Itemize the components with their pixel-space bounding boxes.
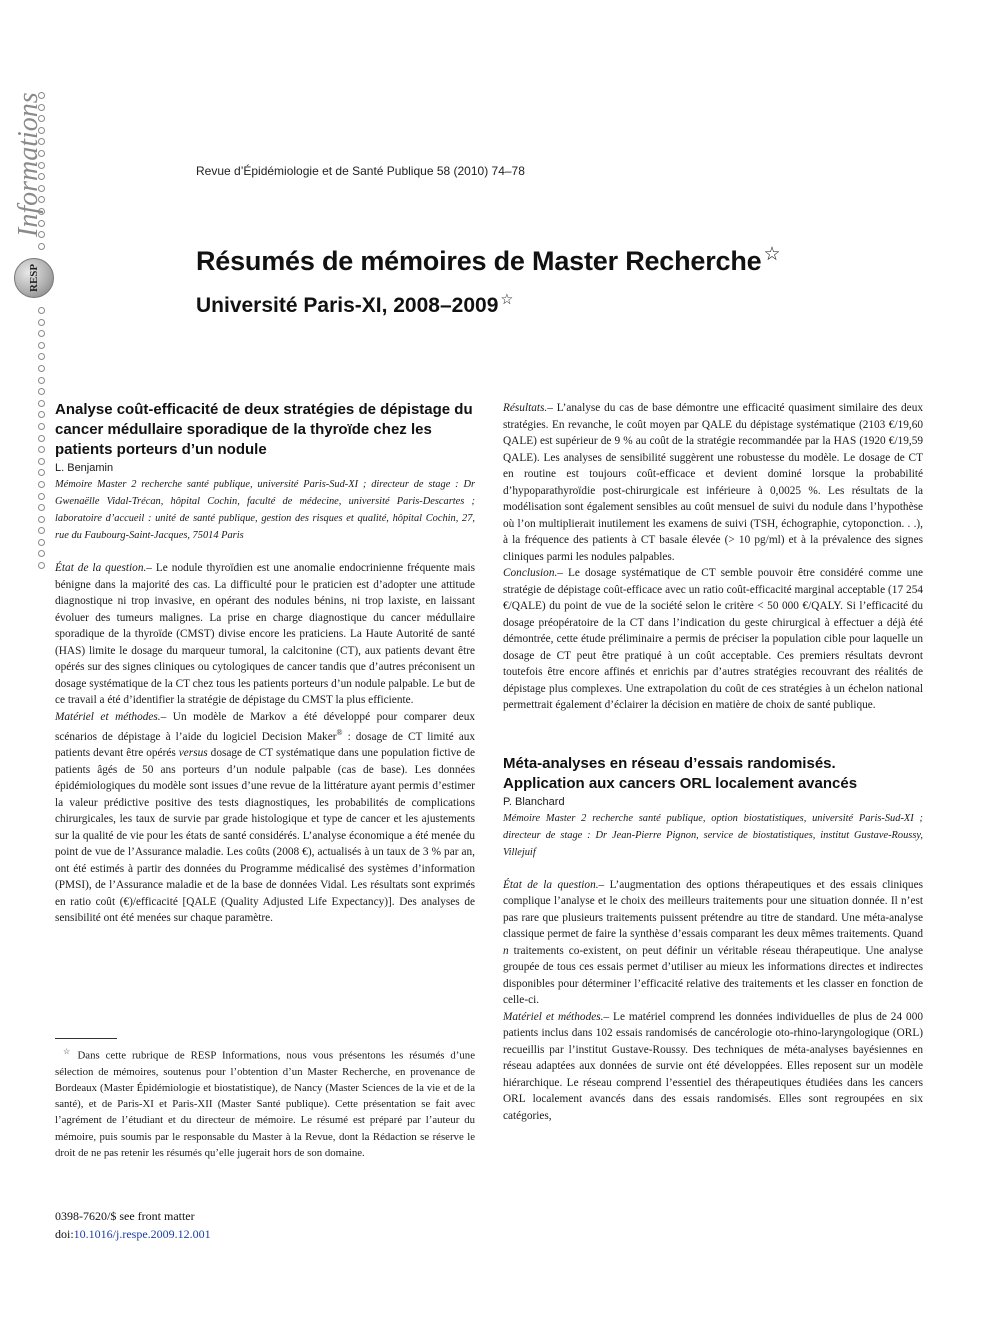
article-title-line: Méta-analyses en réseau d’essais randomisés. [503,754,836,772]
decorative-dot-column [38,92,47,254]
decorative-dot [38,115,45,122]
decorative-dot [38,173,45,180]
section-label: Matériel et méthodes.– [503,1010,610,1023]
section-text: Le dosage systématique de CT semble pouvoir être considéré comme une stratégie de dépistage coût-efficace avec un ratio coût-efficacité marginal acceptable (17 254 €/QALE) du point de vue de la société selon le critère < 50 000 €/QALY. Si l’efficacité du dosage préopératoire de la CT dans l’indication du geste chirurgical à effectuer a déjà été démontrée, cette étude préliminaire a permis de préciser la population cible pour laquelle un dosage de CT peut être pratiqué à un coût acceptable. Ces premiers résultats devront toutefois être encore affinés et enrichis par d’autres stratégies recouvrant des réalités de dépistage plus complexes. Une extrapolation du coût de ces stratégies à un échelon national permettrait également d’éclairer la décision en matière de choix de santé publique. [503,567,923,711]
page-subtitle-text: Université Paris-XI, 2008–2009 [196,294,499,317]
decorative-dot [38,562,45,569]
decorative-dot [38,150,45,157]
decorative-dot [38,243,45,250]
section-label: État de la question.– [55,562,152,574]
decorative-dot [38,353,45,360]
section-text: traitements co-existent, on peut définir un véritable réseau thérapeutique. Une analyse groupée de tous ces essais permet d’utiliser au mieux les informations directes et indirectes disponibles pour déterminer l’efficacité relative des traitements et les classer en fonction de celle-ci. [503,944,923,1006]
decorative-dot [38,504,45,511]
decorative-dot [38,185,45,192]
page-title-text: Résumés de mémoires de Master Recherche [196,246,762,276]
informations-side-label: Informations [13,92,44,237]
footnote-text: Dans cette rubrique de RESP Informations, nous vous présentons les résumés d’une sélection de mémoires, soutenus pour l’obtention d’un Master Recherche, en provenance de Bordeaux (Master Épidémiologie et biostatistique), de Nancy (Master Sciences de la vie et de la santé), et de Paris-XI et Paris-XII (Master Santé publique). Cette présentation se fait avec l’agrément de l’étudiant et du directeur de mémoire. Le résumé est préparé par l’auteur du mémoire, puis soumis par le responsable du Master à la Revue, dont la Rédaction se réserve le droit de ne pas retenir les résumés qu’elle jugerait hors de son domaine. [55,1049,475,1159]
section-conclusion [503,565,923,714]
decorative-dot [38,307,45,314]
decorative-dot [38,104,45,111]
section-etat [55,560,475,709]
issn-line: 0398-7620/$ see front matter [55,1209,195,1223]
decorative-dot [38,493,45,500]
decorative-dot [38,365,45,372]
section-label: Conclusion.– [503,567,563,579]
section-text-italic: versus [178,747,208,760]
footnote-star-icon: ☆ [500,292,514,308]
decorative-dot [38,539,45,546]
section-text: Le nodule thyroïdien est une anomalie endocrinienne fréquente mais bénigne dans la majorité des cas. La difficulté pour le praticien est d’adopter une attitude diagnostique ni trop invasive, en opérant des nodules bénins, ni trop laxiste, en laissant évoluer des tumeurs malignes. La prise en charge diagnostique du cancer médullaire sporadique de la thyroïde (CMST) divise encore les praticiens. La Haute Autorité de santé (HAS) limite le dosage du marqueur tumoral, la calcitonine (CT), aux patients devant être opérés sur des signes cliniques ou cytologiques de cancer tandis que d’autres préconisent un dosage systématique de la CT chez tous les patients porteurs d’un nodule palpable. Le but de ce travail a été d’identifier la stratégie de dépistage du CMST la plus efficiente. [55,562,475,706]
article-title: Analyse coût-efficacité de deux stratégies de dépistage du cancer médullaire sporadique de la thyroïde chez les patients porteurs d’un nodule [55,401,473,458]
article-title [503,754,923,794]
decorative-dot [38,411,45,418]
article-affiliation: Mémoire Master 2 recherche santé publique, université Paris-Sud-XI ; directeur de stage : Dr Gwenaëlle Vidal-Trécan, hôpital Cochin, faculté de médecine, université Paris-Descartes ; laboratoire d’accueil : unité de santé publique, gestion des risques et qualité, hôpital Cochin, 27, rue du Faubourg-Saint-Jacques, 75014 Paris [55,479,475,541]
section-methodes [55,709,475,927]
decorative-dot [38,231,45,238]
section-methodes [503,1009,923,1125]
section-text: Le matériel comprend les données individuelles de plus de 24 000 patients inclus dans 102 essais randomisés de cancérologie oto-rhino-laryngologique (ORL) recueillis par l’institut Gustave-Roussy. Des techniques de méta-analyses bayésiennes en réseau adaptées aux données de survie ont été développées. Elles reposent sur un modèle hiérarchique. Le réseau comprend l’essentiel des thérapeutiques étudiées dans les cancers ORL localement avancés dans des essais randomisés. Elles sont regroupées en six catégories, [503,1010,923,1122]
decorative-dot [38,220,45,227]
section-text: : dosage de CT limité aux patients devant être opérés [55,730,476,760]
decorative-dot [38,423,45,430]
footnote-star-icon: ☆ [63,1047,74,1056]
footnote-star-icon: ☆ [763,244,781,265]
decorative-dot [38,516,45,523]
decorative-dot [38,550,45,557]
article-affiliation: Mémoire Master 2 recherche santé publique, option biostatistiques, université Paris-Sud-XI ; directeur de stage : Dr Jean-Pierre Pignon, service de biostatistiques, institut Gustave-Roussy, Villejuif [503,812,923,858]
section-text: Un modèle de Markov a été développé pour comparer deux scénarios de dépistage à l’aide du logiciel Decision Maker [55,710,475,743]
section-label: État de la question.– [503,878,605,891]
decorative-dot [38,127,45,134]
doi-link[interactable]: 10.1016/j.respe.2009.12.001 [73,1227,211,1241]
decorative-dot [38,319,45,326]
section-label: Résultats.– [503,402,553,414]
doi-prefix: doi: [55,1227,74,1241]
doi-line [55,1227,211,1242]
decorative-dot [38,481,45,488]
section-text: L’analyse du cas de base démontre une efficacité quasiment similaire des deux stratégies. En revanche, le coût moyen par QALE du dépistage systématique (2103 €/19,60 QALE) est supérieur de 9 % au coût de la stratégie recommandée par la HAS (1920 €/19,59 QALE). Les analyses de sensibilité suggèrent une robustesse du modèle. Le dosage de CT en routine est toujours coût-efficace et devient dominé lorsque la probabilité d’hypoparathyroïdie post-chirurgicale est inférieure à 0,0025 %. Les résultats de la modélisation sont également sensibles au coût mensuel de suivi du nodule dans l’hypothèse où l’on multiplierait inutilement les examens de suivi (TSH, échographie, cytoponction. . .), à la fréquence des patients à CT basale élevée (> 10 pg/ml) et à la prévalence des signes cliniques parmi les nodules palpables. [503,402,923,563]
section-text-italic: n [503,944,509,957]
decorative-dot [38,342,45,349]
decorative-dot [38,527,45,534]
journal-citation: Revue d’Épidémiologie et de Santé Publique 58 (2010) 74–78 [196,164,525,178]
decorative-dot [38,446,45,453]
decorative-dot [38,400,45,407]
decorative-dot [38,458,45,465]
decorative-dot [38,330,45,337]
right-column [503,400,923,1124]
registered-mark: ® [336,728,343,737]
footnote [55,1044,475,1161]
section-resultats [503,400,923,565]
left-column [55,400,475,927]
decorative-dot [38,377,45,384]
decorative-dot [38,162,45,169]
section-text: L’augmentation des options thérapeutiques et des essais cliniques complique l’analyse et le choix des meilleurs traitements pour une situation donnée. Il n’est pas rare que plusieurs traitements puissent prétendre au titre de standard. Une méta-analyse classique permet de faire la synthèse d’essais comparant les deux mêmes traitements. Quand [503,878,923,940]
page-subtitle [196,291,514,318]
decorative-dot [38,92,45,99]
decorative-dot [38,435,45,442]
decorative-dot [38,388,45,395]
resp-logo-text: RESP [28,263,40,293]
decorative-dot [38,208,45,215]
page-title [196,243,780,277]
resp-logo [14,258,54,298]
decorative-dot [38,196,45,203]
article-title-line: Application aux cancers ORL localement avancés [503,774,858,792]
decorative-dot [38,469,45,476]
article-author: P. Blanchard [503,795,565,808]
decorative-dot-column [38,307,47,574]
section-label: Matériel et méthodes.– [55,710,167,723]
footnote-divider [55,1038,117,1039]
decorative-dot [38,138,45,145]
article-author: L. Benjamin [55,462,114,474]
section-etat [503,877,923,1009]
section-text: dosage de CT systématique dans une population fictive de patients âgés de 50 ans porteurs d’un nodule palpable (cas de base). Les données épidémiologiques du modèle sont issues d’une revue de la littérature ayant permis d’estimer la valeur prédictive positive des tests diagnostiques, les probabilités de complications chirurgicales, les taux de survie par grade histologique et type de cancer et les ajustements sur la qualité de vie pour les états de santé considérés. L’analyse économique a été menée du point de vue de l’Assurance maladie. Les coûts (2008 €), actualisés à un taux de 3 % par an, ont été estimés à partir des données du Programme médicalisé des systèmes d’information (PMSI), de l’Assurance maladie et de la base de données Vidal. Les résultats sont exprimés en ratio coût (€)/efficacité [QALE (Quality Adjusted Life Expectancy)]. Des analyses de sensibilité ont été menées sur chaque paramètre. [55,747,475,925]
